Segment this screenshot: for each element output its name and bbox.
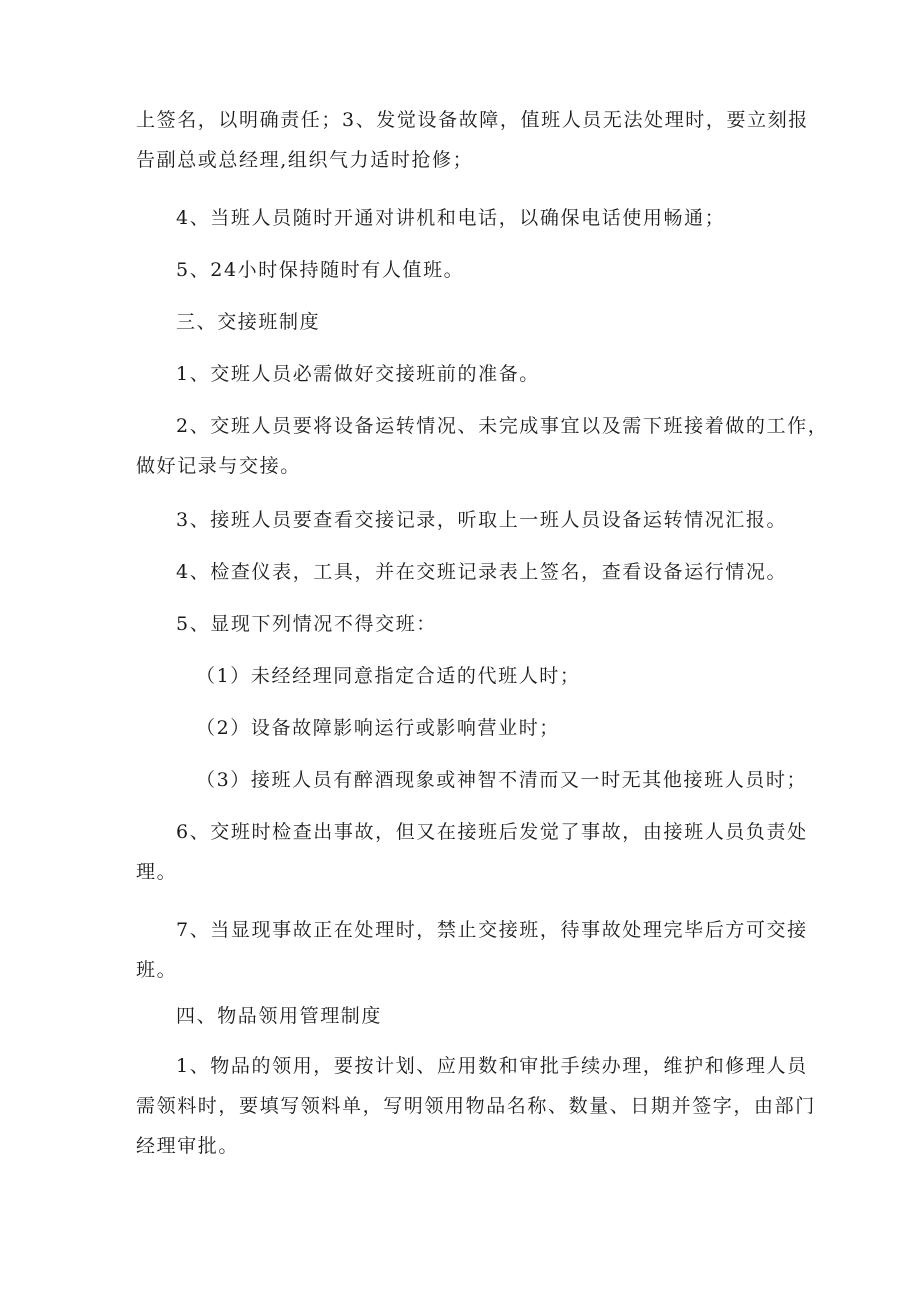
sub-item-2	[136, 708, 856, 748]
text-line: 告副总或总经理,组织气力适时抢修；	[136, 149, 474, 171]
text-line: 5、24小时保持随时有人值班。	[176, 259, 465, 281]
text-line: 7、当显现事故正在处理时，禁止交接班，待事故处理完毕后方可交接	[176, 919, 808, 941]
text-line: 理。	[136, 861, 178, 883]
text-line: 上签名，以明确责任；3、发觉设备故障，值班人员无法处理时，要立刻报	[136, 109, 809, 131]
paragraph-handover-6	[136, 812, 836, 892]
sub-item-1	[136, 656, 856, 696]
text-line: 需领料时，要填写领料单，写明领用物品名称、数量、日期并签字，由部门	[136, 1095, 816, 1117]
paragraph-handover-3	[136, 500, 836, 540]
sub-item-3	[136, 760, 856, 800]
text-line: 4、检查仪表，工具，并在交班记录表上签名，查看设备运行情况。	[176, 561, 788, 583]
section-heading-supplies	[136, 996, 836, 1036]
text-line: 2、交班人员要将设备运转情况、未完成事宜以及需下班接着做的工作，	[176, 415, 829, 437]
text-line: 5、显现下列情况不得交班：	[176, 613, 437, 635]
text-line: 做好记录与交接。	[136, 455, 301, 477]
text-line: （2）设备故障影响运行或影响营业时；	[196, 717, 560, 739]
paragraph-handover-5	[136, 604, 836, 644]
paragraph-item-5-24h	[136, 250, 836, 290]
text-line: 班。	[136, 959, 178, 981]
text-line: （3）接班人员有醉酒现象或神智不清而又一时无其他接班人员时；	[196, 769, 808, 791]
heading-line: 四、物品领用管理制度	[176, 1005, 383, 1027]
paragraph-continuation-duty	[136, 100, 809, 180]
paragraph-supplies-1	[136, 1046, 836, 1166]
text-line: 3、接班人员要查看交接记录，听取上一班人员设备运转情况汇报。	[176, 509, 788, 531]
text-line: 4、当班人员随时开通对讲机和电话，以确保电话使用畅通；	[176, 207, 726, 229]
paragraph-handover-1	[136, 354, 836, 394]
text-line: 1、物品的领用，要按计划、应用数和审批手续办理，维护和修理人员	[176, 1055, 808, 1077]
section-heading-shift-handover	[136, 302, 836, 342]
paragraph-handover-7	[136, 910, 836, 990]
text-line: （1）未经经理同意指定合适的代班人时；	[196, 665, 581, 687]
text-line: 6、交班时检查出事故，但又在接班后发觉了事故，由接班人员负责处	[176, 821, 808, 843]
paragraph-handover-4	[136, 552, 836, 592]
text-line: 1、交班人员必需做好交接班前的准备。	[176, 363, 540, 385]
paragraph-item-4-radio	[136, 198, 836, 238]
heading-line: 三、交接班制度	[176, 311, 321, 333]
text-line: 经理审批。	[136, 1135, 240, 1157]
paragraph-handover-2	[136, 406, 836, 486]
